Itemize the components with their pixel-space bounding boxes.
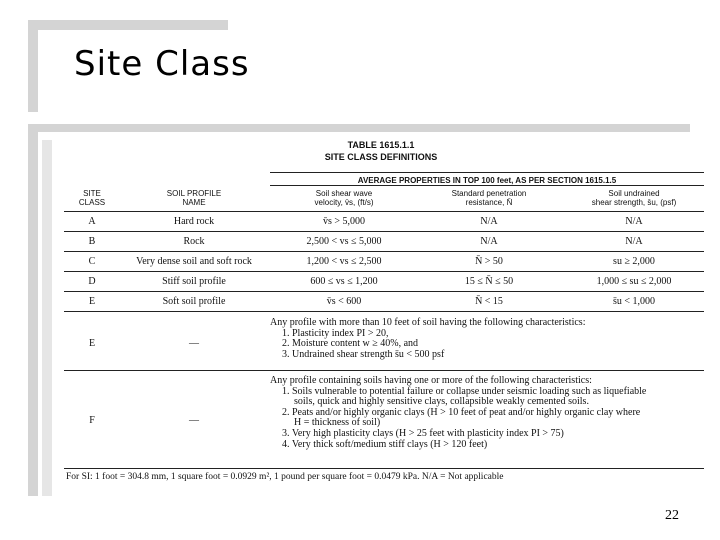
header-line: shear strength, s̄u, (psf) xyxy=(591,198,677,207)
cell-class: D xyxy=(88,276,96,287)
cell-name: Very dense soil and soft rock xyxy=(136,256,252,267)
header-line: CLASS xyxy=(78,198,106,207)
table-subtitle: SITE CLASS DEFINITIONS xyxy=(324,152,438,162)
cell-vs: 2,500 < vs ≤ 5,000 xyxy=(306,236,382,247)
description-line: Any profile containing soils having one or more of the following characteristics: xyxy=(270,375,592,386)
header-line: SOIL PROFILE xyxy=(166,189,222,198)
slide-title: Site Class xyxy=(74,44,250,84)
cell-n: N/A xyxy=(480,236,498,247)
description-line: 2. Moisture content w ≥ 40%, and xyxy=(282,338,419,350)
cell-su: su ≥ 2,000 xyxy=(613,256,655,267)
description-line: 3. Very high plasticity clays (H > 25 feet with plasticity index PI > 75) xyxy=(282,427,564,439)
cell-su: 1,000 ≤ su ≤ 2,000 xyxy=(596,276,672,287)
rule xyxy=(64,251,704,252)
decorative-bar xyxy=(28,124,690,132)
row-f-description xyxy=(270,376,646,450)
rule xyxy=(64,468,704,469)
rule xyxy=(64,311,704,312)
table-footnote: For SI: 1 foot = 304.8 mm, 1 square foot = 0.0929 m², 1 pound per square foot = 0.0479 kPa. N/A = Not applicable xyxy=(66,472,504,482)
rule xyxy=(270,185,704,186)
cell-class: B xyxy=(88,236,96,247)
cell-name: Stiff soil profile xyxy=(162,276,226,287)
table-title: TABLE 1615.1.1 xyxy=(347,140,415,150)
cell-class: E xyxy=(88,338,96,349)
cell-n: 15 ≤ N̄ ≤ 50 xyxy=(464,276,514,287)
cell-su: N/A xyxy=(625,236,643,247)
header-undrained xyxy=(564,189,704,207)
description-line: H = thickness of soil) xyxy=(294,417,381,429)
site-class-table xyxy=(64,134,704,490)
cell-class: F xyxy=(89,415,95,426)
header-line: resistance, N̄ xyxy=(465,198,513,207)
cell-name: Rock xyxy=(183,236,205,247)
rule xyxy=(64,211,704,212)
decorative-bar xyxy=(28,20,38,112)
cell-n: N/A xyxy=(480,216,498,227)
header-line: velocity, v̄s, (ft/s) xyxy=(314,198,374,207)
row-e-description xyxy=(270,318,585,360)
description-line: 3. Undrained shear strength s̄u < 500 psf xyxy=(282,348,445,360)
decorative-bar xyxy=(42,140,52,496)
cell-vs: 1,200 < vs ≤ 2,500 xyxy=(306,256,382,267)
cell-name: Soft soil profile xyxy=(162,296,226,307)
decorative-bar xyxy=(28,124,38,496)
cell-name: — xyxy=(189,338,199,349)
header-line: Standard penetration xyxy=(451,189,527,198)
group-header: AVERAGE PROPERTIES IN TOP 100 feet, AS PER SECTION 1615.1.5 xyxy=(357,176,617,185)
cell-vs: v̄s > 5,000 xyxy=(322,216,366,227)
cell-name: — xyxy=(189,415,199,426)
rule xyxy=(270,172,704,173)
description-line: Any profile with more than 10 feet of soil having the following characteristics: xyxy=(270,317,586,328)
header-shear-wave xyxy=(274,189,414,207)
cell-class: A xyxy=(88,216,96,227)
cell-class: C xyxy=(88,256,96,267)
header-line: NAME xyxy=(182,198,206,207)
cell-vs: 600 ≤ vs ≤ 1,200 xyxy=(310,276,378,287)
header-penetration xyxy=(424,189,554,207)
cell-su: N/A xyxy=(625,216,643,227)
description-line: 1. Soils vulnerable to potential failure or collapse under seismic loading such as liquefiable xyxy=(282,385,647,397)
rule xyxy=(64,231,704,232)
cell-n: N̄ > 50 xyxy=(475,256,503,267)
header-line: Soil shear wave xyxy=(315,189,373,198)
description-line: 2. Peats and/or highly organic clays (H > 10 feet of peat and/or highly organic clay where xyxy=(282,406,641,418)
decorative-bar xyxy=(28,20,228,30)
cell-vs: v̄s < 600 xyxy=(326,296,362,307)
header-line: SITE xyxy=(83,189,101,198)
rule xyxy=(64,291,704,292)
description-line: soils, quick and highly sensitive clays, collapsible weakly cemented soils. xyxy=(294,396,589,408)
rule xyxy=(64,370,704,371)
description-line: 1. Plasticity index PI > 20, xyxy=(282,327,389,339)
header-line: Soil undrained xyxy=(608,189,660,198)
header-site-class xyxy=(64,189,120,207)
rule xyxy=(64,271,704,272)
header-soil-profile xyxy=(134,189,254,207)
description-line: 4. Very thick soft/medium stiff clays (H > 120 feet) xyxy=(282,438,488,450)
cell-name: Hard rock xyxy=(173,216,215,227)
page-number: 22 xyxy=(665,508,679,523)
cell-class: E xyxy=(88,296,96,307)
cell-su: s̄u < 1,000 xyxy=(612,296,656,307)
cell-n: N̄ < 15 xyxy=(475,296,503,307)
